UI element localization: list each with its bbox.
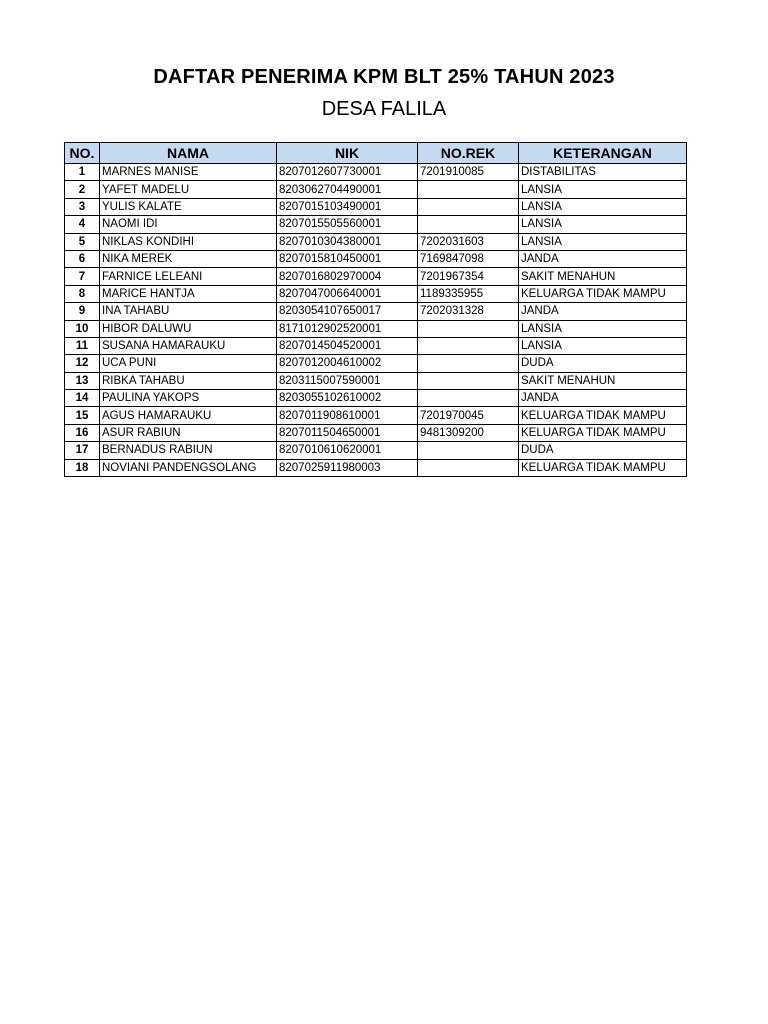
row-number: 11 [65,337,100,354]
row-nama: FARNICE LELEANI [100,268,277,285]
row-nik: 8207047006640001 [277,285,418,302]
row-nik: 8207012004610002 [277,355,418,372]
table-row [65,337,687,354]
row-nama: SUSANA HAMARAUKU [100,337,277,354]
row-keterangan: DUDA [519,442,687,459]
table-row [65,164,687,181]
row-keterangan: KELUARGA TIDAK MAMPU [519,285,687,302]
row-number: 16 [65,424,100,441]
table-row [65,320,687,337]
row-number: 1 [65,164,100,181]
row-norek [418,372,519,389]
row-number: 12 [65,355,100,372]
table-row [65,285,687,302]
row-norek: 7202031603 [418,233,519,250]
row-nama: NAOMI IDI [100,216,277,233]
row-norek: 7201970045 [418,407,519,424]
row-nama: PAULINA YAKOPS [100,390,277,407]
row-keterangan: JANDA [519,250,687,267]
row-norek [418,198,519,215]
row-number: 9 [65,303,100,320]
table-row [65,268,687,285]
row-nama: NOVIANI PANDENGSOLANG [100,459,277,476]
row-keterangan: LANSIA [519,198,687,215]
table-row [65,442,687,459]
row-number: 2 [65,181,100,198]
row-nama: YAFET MADELU [100,181,277,198]
row-nama: UCA PUNI [100,355,277,372]
row-nik: 8207011908610001 [277,407,418,424]
row-norek [418,355,519,372]
row-nik: 8207011504650001 [277,424,418,441]
table-header-row [65,143,687,164]
table-row [65,250,687,267]
row-nik: 8207010304380001 [277,233,418,250]
table-row [65,303,687,320]
row-nik: 8207012607730001 [277,164,418,181]
row-nama: NIKA MEREK [100,250,277,267]
row-norek [418,459,519,476]
row-number: 15 [65,407,100,424]
row-number: 10 [65,320,100,337]
row-number: 6 [65,250,100,267]
row-keterangan: LANSIA [519,337,687,354]
row-norek: 7201967354 [418,268,519,285]
row-nama: MARICE HANTJA [100,285,277,302]
row-nik: 8207016802970004 [277,268,418,285]
row-nik: 8203054107650017 [277,303,418,320]
row-number: 17 [65,442,100,459]
row-norek: 7201910085 [418,164,519,181]
row-keterangan: DISTABILITAS [519,164,687,181]
row-keterangan: SAKIT MENAHUN [519,372,687,389]
table-row [65,390,687,407]
row-number: 8 [65,285,100,302]
row-keterangan: DUDA [519,355,687,372]
row-nama: HIBOR DALUWU [100,320,277,337]
row-norek: 9481309200 [418,424,519,441]
document-subtitle: DESA FALILA [321,98,447,120]
header-nik: NIK [277,143,418,164]
row-keterangan: KELUARGA TIDAK MAMPU [519,459,687,476]
row-keterangan: LANSIA [519,216,687,233]
row-nama: BERNADUS RABIUN [100,442,277,459]
row-number: 5 [65,233,100,250]
document-title: DAFTAR PENERIMA KPM BLT 25% TAHUN 2023 [153,66,615,88]
row-nik: 8203055102610002 [277,390,418,407]
recipients-table [64,142,687,477]
row-norek [418,216,519,233]
row-norek [418,320,519,337]
row-nama: MARNES MANISE [100,164,277,181]
table-row [65,424,687,441]
row-keterangan: JANDA [519,303,687,320]
row-keterangan: LANSIA [519,181,687,198]
table-row [65,355,687,372]
header-keterangan: KETERANGAN [519,143,687,164]
row-nama: NIKLAS KONDIHI [100,233,277,250]
row-nik: 8207015810450001 [277,250,418,267]
table-row [65,216,687,233]
row-nik: 8207015103490001 [277,198,418,215]
row-nama: RIBKA TAHABU [100,372,277,389]
row-norek: 7169847098 [418,250,519,267]
header-nama: NAMA [100,143,277,164]
row-nik: 8207025911980003 [277,459,418,476]
row-nik: 8171012902520001 [277,320,418,337]
row-number: 3 [65,198,100,215]
row-norek: 1189335955 [418,285,519,302]
row-number: 4 [65,216,100,233]
row-nama: ASUR RABIUN [100,424,277,441]
row-keterangan: JANDA [519,390,687,407]
row-nik: 8207015505560001 [277,216,418,233]
table-body [65,164,687,477]
row-number: 7 [65,268,100,285]
row-norek [418,337,519,354]
row-nama: INA TAHABU [100,303,277,320]
row-norek [418,442,519,459]
table-row [65,198,687,215]
row-nik: 8203062704490001 [277,181,418,198]
row-number: 13 [65,372,100,389]
row-norek [418,181,519,198]
row-nama: YULIS KALATE [100,198,277,215]
row-nik: 8207014504520001 [277,337,418,354]
row-nik: 8203115007590001 [277,372,418,389]
row-norek: 7202031328 [418,303,519,320]
row-keterangan: LANSIA [519,233,687,250]
row-norek [418,390,519,407]
row-keterangan: KELUARGA TIDAK MAMPU [519,424,687,441]
row-number: 14 [65,390,100,407]
row-keterangan: SAKIT MENAHUN [519,268,687,285]
row-nama: AGUS HAMARAUKU [100,407,277,424]
row-keterangan: KELUARGA TIDAK MAMPU [519,407,687,424]
row-number: 18 [65,459,100,476]
table-row [65,181,687,198]
table-row [65,407,687,424]
header-norek: NO.REK [418,143,519,164]
row-keterangan: LANSIA [519,320,687,337]
header-no: NO. [65,143,100,164]
table-row [65,233,687,250]
table-row [65,372,687,389]
table-row [65,459,687,476]
row-nik: 8207010610620001 [277,442,418,459]
